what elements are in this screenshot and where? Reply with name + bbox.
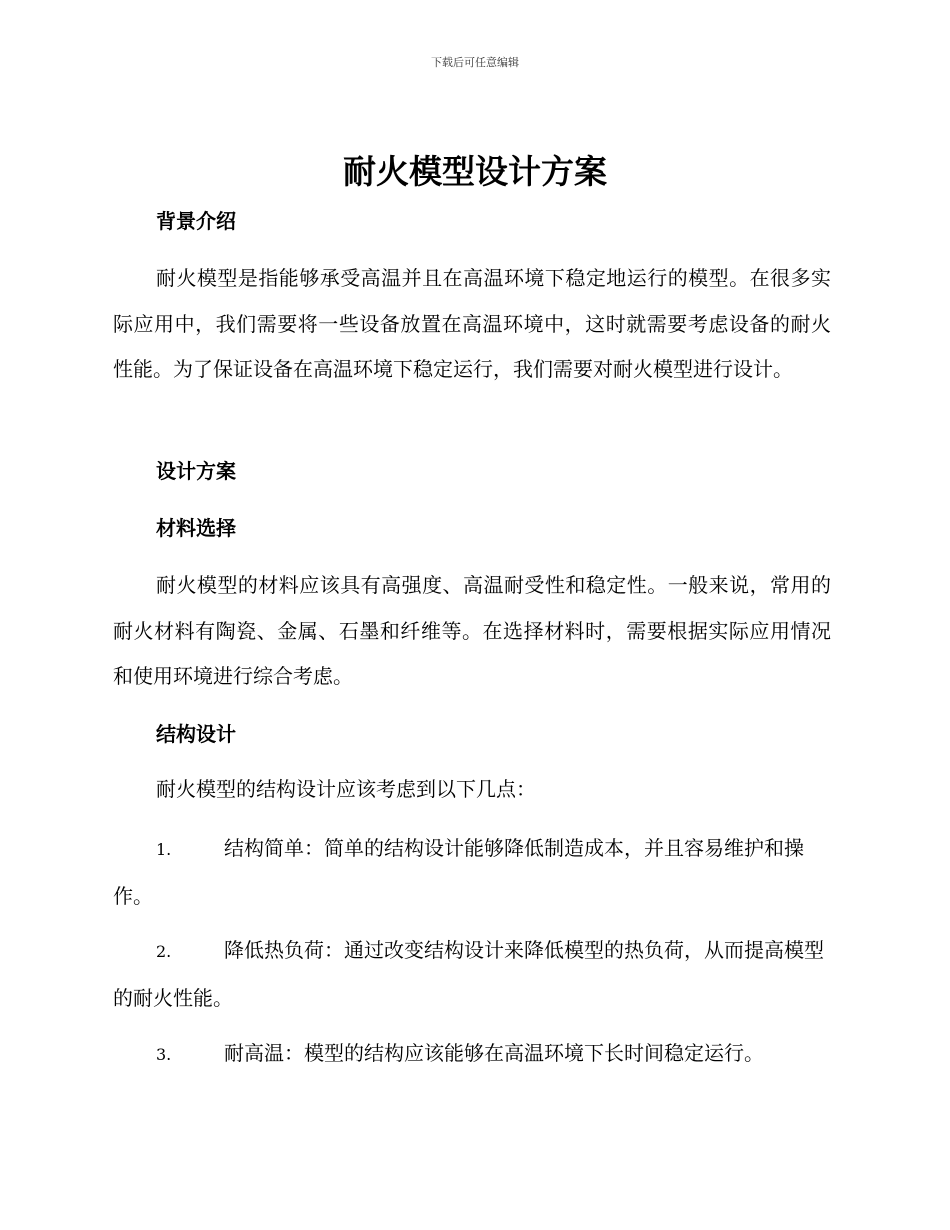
section-heading-structure: 结构设计	[156, 722, 236, 746]
list-item	[113, 927, 831, 1021]
paragraph-material: 耐火模型的材料应该具有高强度、高温耐受性和稳定性。一般来说，常用的耐火材料有陶瓷、金属、石墨和纤维等。在选择材料时，需要根据实际应用情况和使用环境进行综合考虑。	[113, 573, 831, 688]
list-number: 1.	[156, 840, 172, 859]
page-title: 耐火模型设计方案	[343, 152, 607, 191]
section-heading-design: 设计方案	[156, 459, 236, 483]
list-item	[113, 1030, 831, 1078]
paragraph-structure-intro: 耐火模型的结构设计应该考虑到以下几点：	[156, 777, 536, 801]
section-heading-background: 背景介绍	[156, 209, 236, 233]
list-number: 2.	[156, 942, 172, 961]
list-text: 耐高温：模型的结构应该能够在高温环境下长时间稳定运行。	[224, 1041, 764, 1065]
header-note: 下载后可任意编辑	[431, 56, 519, 69]
paragraph-background: 耐火模型是指能够承受高温并且在高温环境下稳定地运行的模型。在很多实际应用中，我们需要将一些设备放置在高温环境中，这时就需要考虑设备的耐火性能。为了保证设备在高温环境下稳定运行，我们需要对耐火模型进行设计。	[113, 266, 831, 381]
list-text: 结构简单：简单的结构设计能够降低制造成本，并且容易维护和操作。	[113, 836, 804, 908]
list-number: 3.	[156, 1045, 172, 1064]
list-text: 降低热负荷：通过改变结构设计来降低模型的热负荷，从而提高模型的耐火性能。	[113, 938, 824, 1010]
section-heading-material: 材料选择	[156, 516, 236, 540]
list-item	[113, 825, 831, 919]
